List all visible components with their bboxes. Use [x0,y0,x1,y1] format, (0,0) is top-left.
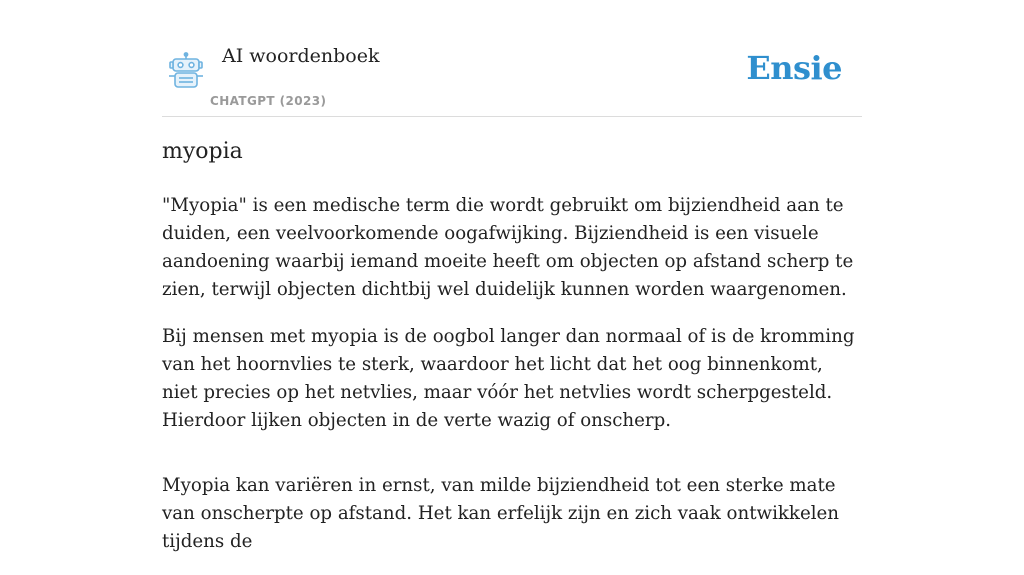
definition-paragraph: "Myopia" is een medische term die wordt gebruikt om bijziendheid aan te duiden, een veelvoorkomende oogafwijking. Bijziendheid is een visuele aandoening waarbij iemand moeite heeft om objecten op afstand scherp te zien, terwijl objecten dichtbij wel duidelijk kunnen worden waargenomen. [162,195,854,300]
page-container [162,0,862,552]
dictionary-source: CHATGPT (2023) [210,94,327,108]
definition-paragraph: Bij mensen met myopia is de oogbol langer dan normaal of is de kromming van het hoornvlies te sterk, waardoor het licht dat het oog binnenkomt, niet precies op het netvlies, maar vóór het netvlies wordt scherpgesteld. Hierdoor lijken objecten in de verte wazig of onscherp. [162,326,855,431]
ensie-logo[interactable]: Ensie [746,49,842,87]
robot-icon [166,52,206,90]
definition-paragraph: Myopia kan variëren in ernst, van milde bijziendheid tot een sterke mate van onscherpte op afstand. Het kan erfelijk zijn en zich vaak ontwikkelen tijdens de [162,475,840,552]
dictionary-header [162,0,862,117]
dictionary-title[interactable]: AI woordenboek [222,45,380,67]
term-heading: myopia [162,139,243,164]
definition-body [162,192,862,575]
